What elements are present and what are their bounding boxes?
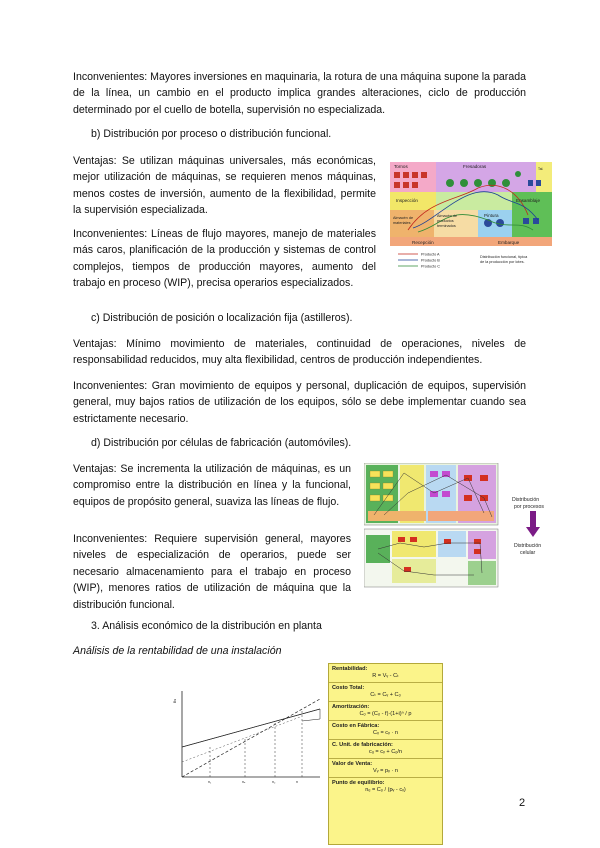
svg-text:Bs: Bs	[173, 698, 177, 703]
svg-text:n₂: n₂	[272, 780, 276, 784]
svg-text:Fresadoras: Fresadoras	[463, 164, 487, 169]
para-inconvenientes-b: Inconvenientes: Líneas de flujo mayores, manejo de materiales más caros, planificación de la producción y sistemas de control complejos, tiempos de producción mayores, aumento del trabajo en proceso (WIP), precisa operarios especializados.	[73, 228, 376, 290]
svg-text:Tal.: Tal.	[538, 167, 544, 171]
svg-text:nₑ: nₑ	[242, 780, 246, 784]
formula-valor-venta: Valor de Venta: Vᵥ = pᵥ · n	[329, 759, 442, 778]
subsection-heading: Análisis de la rentabilidad de una instalación	[73, 645, 282, 657]
item-c-heading: c) Distribución de posición o localización fija (astilleros).	[91, 312, 353, 324]
formula-costo-fabrica: Costo en Fábrica: Cᵥ = cᵥ · n	[329, 721, 442, 740]
svg-text:de la producción por lotes.: de la producción por lotes.	[480, 260, 525, 264]
para-inconvenientes-linea: Inconvenientes: Mayores inversiones en maquinaria, la rotura de una máquina supone la parada de la línea, un cambio en el producto implica grandes alteraciones, ciclo de producción determinado por el cuello de botella, supervisión no especializada.	[73, 71, 526, 116]
legend-producto-b: Producto B	[421, 258, 440, 263]
svg-text:Tornos: Tornos	[394, 164, 408, 169]
svg-text:Inspección: Inspección	[396, 198, 418, 203]
figure-distribucion-funcional	[388, 160, 554, 276]
para-ventajas-d: Ventajas: Se incrementa la utilización de máquinas, es un compromiso entre la distribución en línea y la funcional, equipos de propósito general, suaviza las líneas de flujo.	[73, 463, 351, 508]
figure-punto-equilibrio	[170, 687, 328, 787]
svg-text:celular: celular	[520, 550, 536, 556]
svg-text:Almacén de: Almacén de	[393, 216, 414, 220]
formula-rentabilidad: Rentabilidad: R = Vᵥ - Cₜ	[329, 664, 442, 683]
section-3-heading: 3. Análisis económico de la distribución en planta	[91, 620, 322, 632]
formula-box	[328, 663, 443, 845]
para-ventajas-b: Ventajas: Se utilizan máquinas universales, más económicas, mejor utilización de máquinas, se requieren menos máquinas, menos costes de inversión, aumento de la flexibilidad, permite la supervisión especializada.	[73, 155, 376, 217]
formula-costo-total: Costo Total: Cₜ = Cᵥ + Cₒ	[329, 683, 442, 702]
svg-text:Recepción: Recepción	[412, 240, 434, 245]
figure-caption-1: Distribución funcional, típica	[480, 255, 528, 259]
svg-text:Pintura: Pintura	[484, 213, 499, 218]
svg-text:Embarque: Embarque	[498, 240, 520, 245]
svg-text:Ensamblaje: Ensamblaje	[516, 198, 541, 203]
formula-punto-equilibrio: Punto de equilibrio: nₑ = Cₒ / (pᵥ - cᵥ)	[332, 780, 406, 793]
legend-producto-a: Producto A	[421, 252, 440, 257]
label-distribucion-procesos-1: Distribución	[512, 497, 540, 503]
svg-text:productos: productos	[437, 219, 454, 223]
item-b-heading: b) Distribución por proceso o distribución funcional.	[91, 128, 332, 140]
figure-distribucion-celular	[364, 463, 554, 589]
item-d-heading: d) Distribución por células de fabricación (automóviles).	[91, 437, 352, 449]
svg-text:n: n	[296, 780, 298, 784]
svg-text:terminados: terminados	[437, 224, 456, 228]
page-number: 2	[519, 797, 526, 809]
svg-text:por procesos: por procesos	[514, 504, 544, 510]
formula-costo-unitario: C. Unit. de fabricación: cᵤ = cᵥ + Cₒ/n	[329, 740, 442, 759]
svg-text:n₁: n₁	[208, 780, 212, 784]
legend-producto-c: Producto C	[421, 264, 440, 269]
svg-text:Almacén de: Almacén de	[437, 214, 458, 218]
formula-amortizacion: Amortización: Cₒ = (Cₒ - f)·(1+i)ⁿ / p	[329, 702, 442, 721]
para-inconvenientes-d: Inconvenientes: Requiere supervisión general, mayores niveles de especialización de operarios, puede ser necesario almacenamiento para el trabajo en proceso (WIP), menores ratios de utilización de máquina que la distribución funcional.	[73, 533, 351, 611]
para-inconvenientes-c: Inconvenientes: Gran movimiento de equipos y personal, duplicación de equipos, supervisión general, muy bajos ratios de utilización de los equipos, sólo se debe implementar cuando sea estrictamente necesario.	[73, 380, 526, 425]
label-distribucion-celular-1: Distribución	[514, 543, 542, 549]
para-ventajas-c: Ventajas: Mínimo movimiento de materiales, continuidad de operaciones, niveles de responsabilidad reducidos, muy alta flexibilidad, centros de producción independientes.	[73, 338, 526, 367]
svg-text:materiales: materiales	[393, 221, 411, 225]
